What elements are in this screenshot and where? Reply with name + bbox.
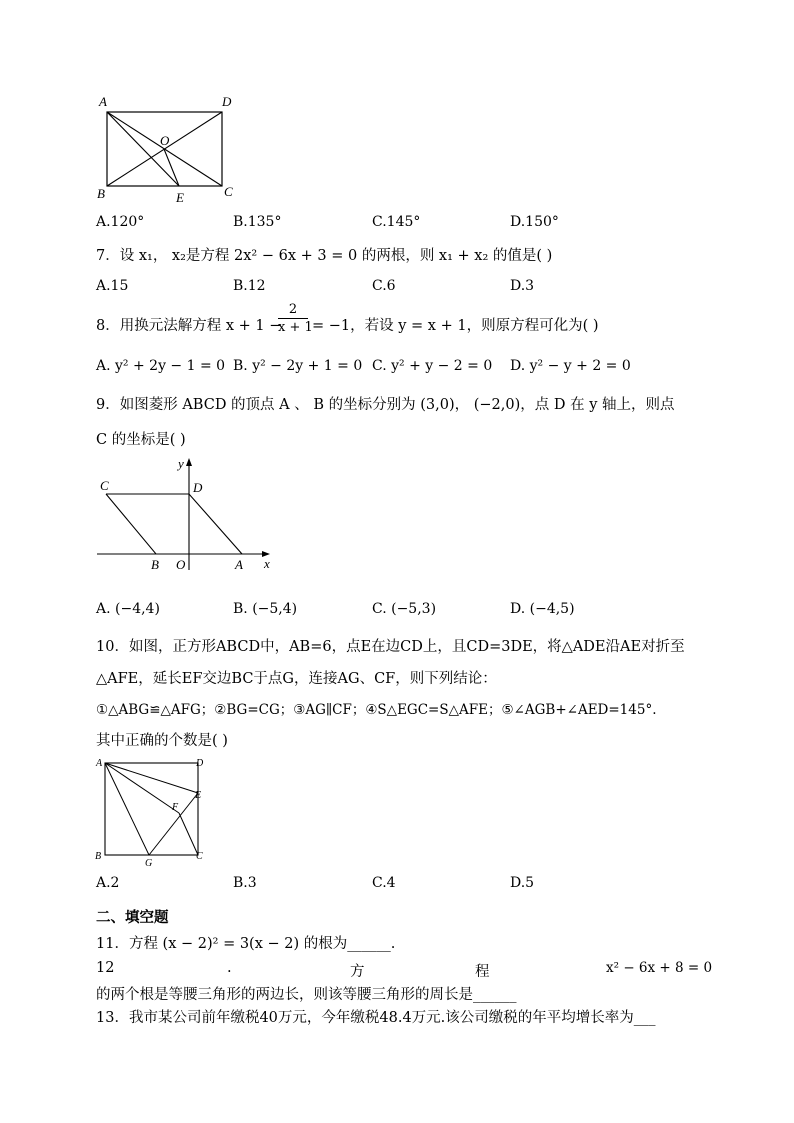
q7-text: 7．设 x₁， x₂是方程 2x² − 6x + 3 = 0 的两根，则 x₁ + x₂ 的值是( ) — [96, 248, 553, 264]
q13-text: 13．我市某公司前年缴税40万元，今年缴税48.4万元.该公司缴税的年平均增长率为___ — [96, 1010, 656, 1026]
label-F: F — [172, 802, 179, 813]
label-D: D — [196, 758, 204, 769]
q6-option-c: C.145° — [372, 214, 421, 230]
q8-option-c: C. y² + y − 2 = 0 — [372, 358, 493, 374]
label-C: C — [224, 184, 233, 199]
label-y: y — [178, 456, 184, 471]
label-D: D — [193, 480, 203, 495]
label-x: x — [264, 556, 270, 571]
q12-part-cheng: 程 — [475, 964, 490, 980]
label-C: C — [196, 851, 203, 862]
q12-part-fang: 方 — [350, 964, 365, 980]
q8-fraction-numerator: 2 — [278, 302, 308, 319]
q9-option-a: A. (−4,4) — [96, 601, 160, 617]
q11-text: 11．方程 (x − 2)² = 3(x − 2) 的根为______. — [96, 936, 396, 952]
label-E: E — [176, 190, 184, 205]
q8-option-a: A. y² + 2y − 1 = 0 — [96, 358, 226, 374]
label-A: A — [99, 94, 107, 109]
q10-option-b: B.3 — [233, 875, 257, 891]
q6-option-d: D.150° — [510, 214, 559, 230]
label-A: A — [96, 758, 103, 769]
q7-option-c: C.6 — [372, 278, 396, 294]
label-E: E — [195, 790, 202, 801]
q6-option-a: A.120° — [96, 214, 145, 230]
section-title-fill-in: 二、填空题 — [96, 909, 169, 926]
q12-part-dot: . — [227, 960, 232, 976]
q7-option-b: B.12 — [233, 278, 266, 294]
label-C: C — [100, 478, 109, 493]
label-O: O — [160, 133, 170, 148]
q8-text-before: 8．用换元法解方程 x + 1 − — [96, 318, 282, 334]
q9-line2: C 的坐标是( ) — [96, 432, 186, 448]
label-O: O — [176, 557, 186, 572]
label-A: A — [235, 557, 243, 572]
q9-option-b: B. (−5,4) — [233, 601, 298, 617]
q7-option-a: A.15 — [96, 278, 129, 294]
q10-line1: 10．如图，正方形ABCD中，AB=6，点E在边CD上，且CD=3DE，将△ADE沿AE对折至 — [96, 639, 685, 655]
q10-option-a: A.2 — [96, 875, 120, 891]
figure-q10-square — [92, 754, 212, 869]
q8-option-d: D. y² − y + 2 = 0 — [510, 358, 631, 374]
q7-option-d: D.3 — [510, 278, 535, 294]
label-B: B — [95, 851, 102, 862]
label-G: G — [145, 858, 153, 869]
figure-q9-rhombus — [92, 452, 282, 577]
q10-option-c: C.4 — [372, 875, 396, 891]
q12-line2: 的两个根是等腰三角形的两边长，则该等腰三角形的周长是______ — [96, 987, 517, 1003]
q6-option-b: B.135° — [233, 214, 282, 230]
q12-equation: x² − 6x + 8 = 0 — [606, 960, 713, 976]
q12-part-number: 12 — [96, 960, 115, 976]
q8-fraction-denominator: x + 1 — [278, 320, 313, 335]
label-B: B — [151, 557, 159, 572]
label-D: D — [222, 94, 232, 109]
q9-option-d: D. (−4,5) — [510, 601, 575, 617]
q9-line1: 9．如图菱形 ABCD 的顶点 A 、 B 的坐标分别为 (3,0)， (−2,0)，点 D 在 y 轴上，则点 — [96, 397, 675, 413]
q10-option-d: D.5 — [510, 875, 535, 891]
label-B: B — [97, 186, 105, 201]
q8-fraction — [278, 302, 313, 337]
q10-line4: 其中正确的个数是( ) — [96, 733, 228, 749]
q8-text-after: = −1，若设 y = x + 1，则原方程可化为( ) — [312, 318, 599, 334]
q9-option-c: C. (−5,3) — [372, 601, 437, 617]
figure-q6-rectangle — [90, 90, 250, 208]
q10-line3: ①△ABG≌△AFG；②BG=CG；③AG∥CF；④S△EGC=S△AFE；⑤∠AGB+∠AED=145°. — [96, 702, 657, 718]
q10-line2: △AFE，延长EF交边BC于点G，连接AG、CF，则下列结论： — [96, 671, 497, 687]
q8-option-b: B. y² − 2y + 1 = 0 — [233, 358, 363, 374]
